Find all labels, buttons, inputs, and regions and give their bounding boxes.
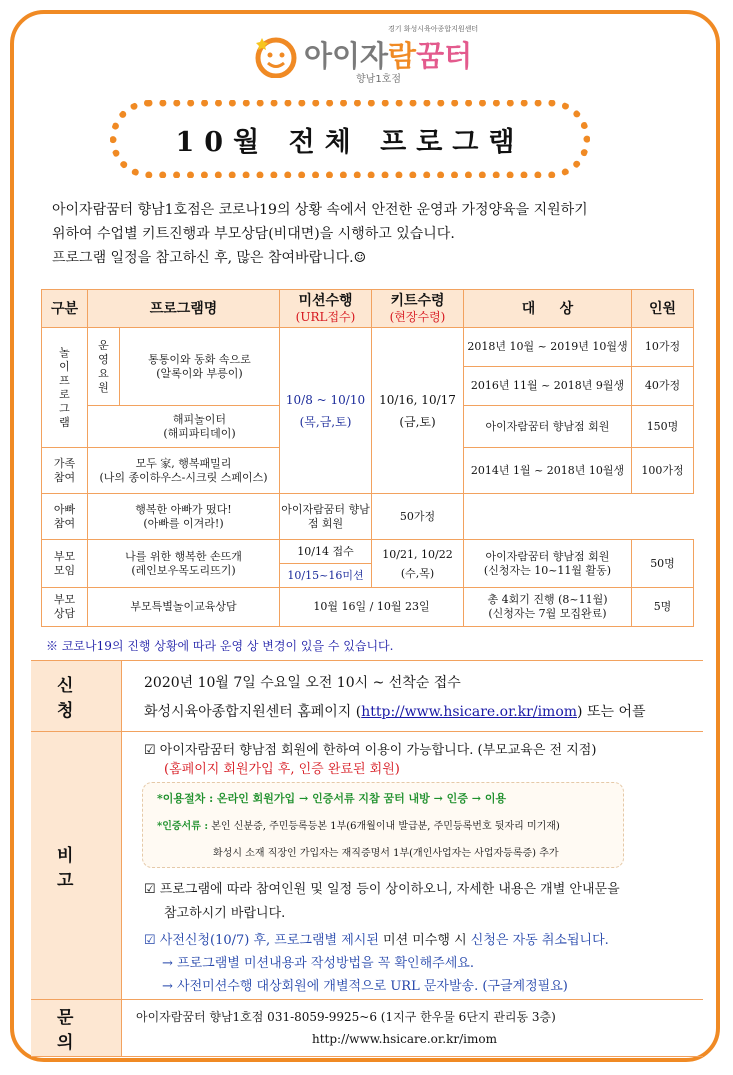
- apply-body: [121, 661, 703, 731]
- consult-category: 부모상담: [42, 588, 88, 627]
- logo-name-part2: 람: [388, 39, 417, 73]
- apply-label: 신 청: [31, 661, 121, 731]
- docs-line-1: *인증서류 : 본인 신분증, 주민등록등본 1부(6개월이내 발급분, 주민등록번호 뒷자리 미기재): [157, 821, 560, 832]
- row1-target-a: 2018년 10월 ~ 2019년 10월생: [464, 328, 632, 367]
- covid-note: ※ 코로나19의 진행 상황에 따라 운영 상 변경이 있을 수 있습니다.: [46, 639, 394, 653]
- contact-link[interactable]: http://www.hsicare.or.kr/imom: [312, 1032, 497, 1046]
- logo-name-part1: 아이자: [304, 39, 389, 73]
- remarks-label: 비 고: [31, 732, 121, 999]
- apply-section: [31, 660, 703, 731]
- remarks-item-2-cont: 참고하시기 바랍니다.: [164, 906, 286, 921]
- logo-name-part3: 꿈터: [416, 39, 473, 73]
- smiley-face-icon: [254, 34, 298, 78]
- kit-dates: 10/16, 10/17 (금,토): [372, 328, 464, 494]
- remarks-item-3: ☑ 사전신청(10/7) 후, 프로그램별 제시된 미션 미수행 시 신청은 자동 취소됩니다.: [144, 933, 609, 948]
- table-header-row: [42, 290, 694, 328]
- header-category: 구분: [42, 290, 88, 328]
- header-count: 인원: [632, 290, 694, 328]
- parent-kit: 10/21, 10/22 (수,목): [372, 540, 464, 588]
- remarks-section: [31, 731, 703, 999]
- logo-branch: 향남1호점: [356, 74, 402, 85]
- dad-target: 아이자람꿈터 향남점 회원: [280, 494, 372, 540]
- docs-line-2: 화성시 소재 직장인 가입자는 재직증명서 1부(개인사업자는 사업자등록증) 추가: [213, 848, 559, 859]
- table-row: [42, 494, 694, 540]
- family-target: 2014년 1월 ~ 2018년 10월생: [464, 448, 632, 494]
- header-target: 대 상: [464, 290, 632, 328]
- consult-target: 총 4회기 진행 (8~11월) (신청자는 7월 모집완료): [464, 588, 632, 627]
- intro-text: [52, 198, 692, 270]
- apply-line-1: 2020년 10월 7일 수요일 오전 10시 ~ 선착순 접수: [144, 675, 461, 691]
- row2-target: 아이자람꿈터 향남점 회원: [464, 406, 632, 448]
- family-program: 모두 家, 행복패밀리 (나의 종이하우스-시크릿 스페이스): [88, 448, 280, 494]
- contact-body: [121, 1000, 703, 1056]
- consult-count: 5명: [632, 588, 694, 627]
- play-category-cell: 놀이프로그램: [42, 328, 88, 448]
- dad-program: 행복한 아빠가 떴다! (아빠를 이겨라!): [88, 494, 280, 540]
- family-category: 가족참여: [42, 448, 88, 494]
- table-row: [42, 328, 694, 367]
- contact-section: [31, 999, 703, 1057]
- row1-count-b: 40가정: [632, 367, 694, 406]
- parent-mission: 10/14 접수 10/15~16미션: [280, 540, 372, 588]
- contact-line-1: 아이자람꿈터 향남1호점 031-8059-9925~6 (1지구 한우물 6단지 관리동 3층): [136, 1010, 556, 1024]
- contact-label: 문 의: [31, 1000, 121, 1056]
- header-program: 프로그램명: [88, 290, 280, 328]
- logo-center-name: 경기 화성시육아종합지원센터: [388, 25, 479, 33]
- apply-line-2: 화성시육아종합지원센터 홈페이지 (http://www.hsicare.or.kr/imom) 또는 어플: [144, 704, 646, 720]
- program-table: [41, 289, 694, 627]
- procedure-line: *이용절차 : 온라인 회원가입 → 인증서류 지참 꿈터 내방 → 인증 → 이용: [157, 792, 507, 805]
- parent-count: 50명: [632, 540, 694, 588]
- remarks-item-1-sub: (홈페이지 회원가입 후, 인증 완료된 회원): [164, 762, 400, 777]
- consult-program: 부모특별놀이교육상담: [88, 588, 280, 627]
- intro-line-2: 위하여 수업별 키트진행과 부모상담(비대면)을 시행하고 있습니다.: [52, 226, 455, 242]
- row1-count-a: 10가정: [632, 328, 694, 367]
- parent-category: 부모모임: [42, 540, 88, 588]
- mission-dates: 10/8 ~ 10/10 (목,금,토): [280, 328, 372, 494]
- table-row: [42, 540, 694, 588]
- family-count: 100가정: [632, 448, 694, 494]
- row2-count: 150명: [632, 406, 694, 448]
- intro-line-3: 프로그램 일정을 참고하신 후, 많은 참여바랍니다.☺: [52, 250, 367, 266]
- page-title: 10월 전체 프로그램: [175, 126, 525, 158]
- dad-count: 50가정: [372, 494, 464, 540]
- row1-program: 통통이와 동화 속으로 (알록이와 부릉이): [120, 328, 280, 406]
- apply-homepage-link[interactable]: http://www.hsicare.or.kr/imom: [361, 704, 578, 720]
- parent-target: 아이자람꿈터 향남점 회원 (신청자는 10~11월 활동): [464, 540, 632, 588]
- parent-program: 나를 위한 행복한 손뜨개 (레인보우목도리뜨기): [88, 540, 280, 588]
- remarks-body: [121, 732, 703, 999]
- row2-program: 해피놀이터 (해피파티데이): [88, 406, 280, 448]
- operating-label-cell: 운영요원: [88, 328, 120, 406]
- row1-target-b: 2016년 11월 ~ 2018년 9월생: [464, 367, 632, 406]
- remarks-item-3-sub-2: → 사전미션수행 대상회원에 개별적으로 URL 문자발송. (구글계정필요): [162, 979, 568, 994]
- dad-category: 아빠참여: [42, 494, 88, 540]
- logo-name: [304, 34, 472, 75]
- intro-line-1: 아이자람꿈터 향남1호점은 코로나19의 상황 속에서 안전한 운영과 가정양육을 지원하기: [52, 202, 588, 218]
- title-box: [110, 100, 590, 178]
- consult-dates: 10월 16일 / 10월 23일: [280, 588, 464, 627]
- procedure-box: [142, 782, 624, 868]
- header-mission: 미션수행 (URL접수): [280, 290, 372, 328]
- remarks-item-1: ☑ 아이자람꿈터 향남점 회원에 한하여 이용이 가능합니다. (부모교육은 전 지점): [144, 743, 597, 758]
- remarks-item-3-sub-1: → 프로그램별 미션내용과 작성방법을 꼭 확인해주세요.: [162, 956, 474, 971]
- table-row: [42, 588, 694, 627]
- remarks-item-2: ☑ 프로그램에 따라 참여인원 및 일정 등이 상이하오니, 자세한 내용은 개별 안내문을: [144, 882, 620, 897]
- header-kit: 키트수령 (현장수령): [372, 290, 464, 328]
- logo: [248, 20, 488, 88]
